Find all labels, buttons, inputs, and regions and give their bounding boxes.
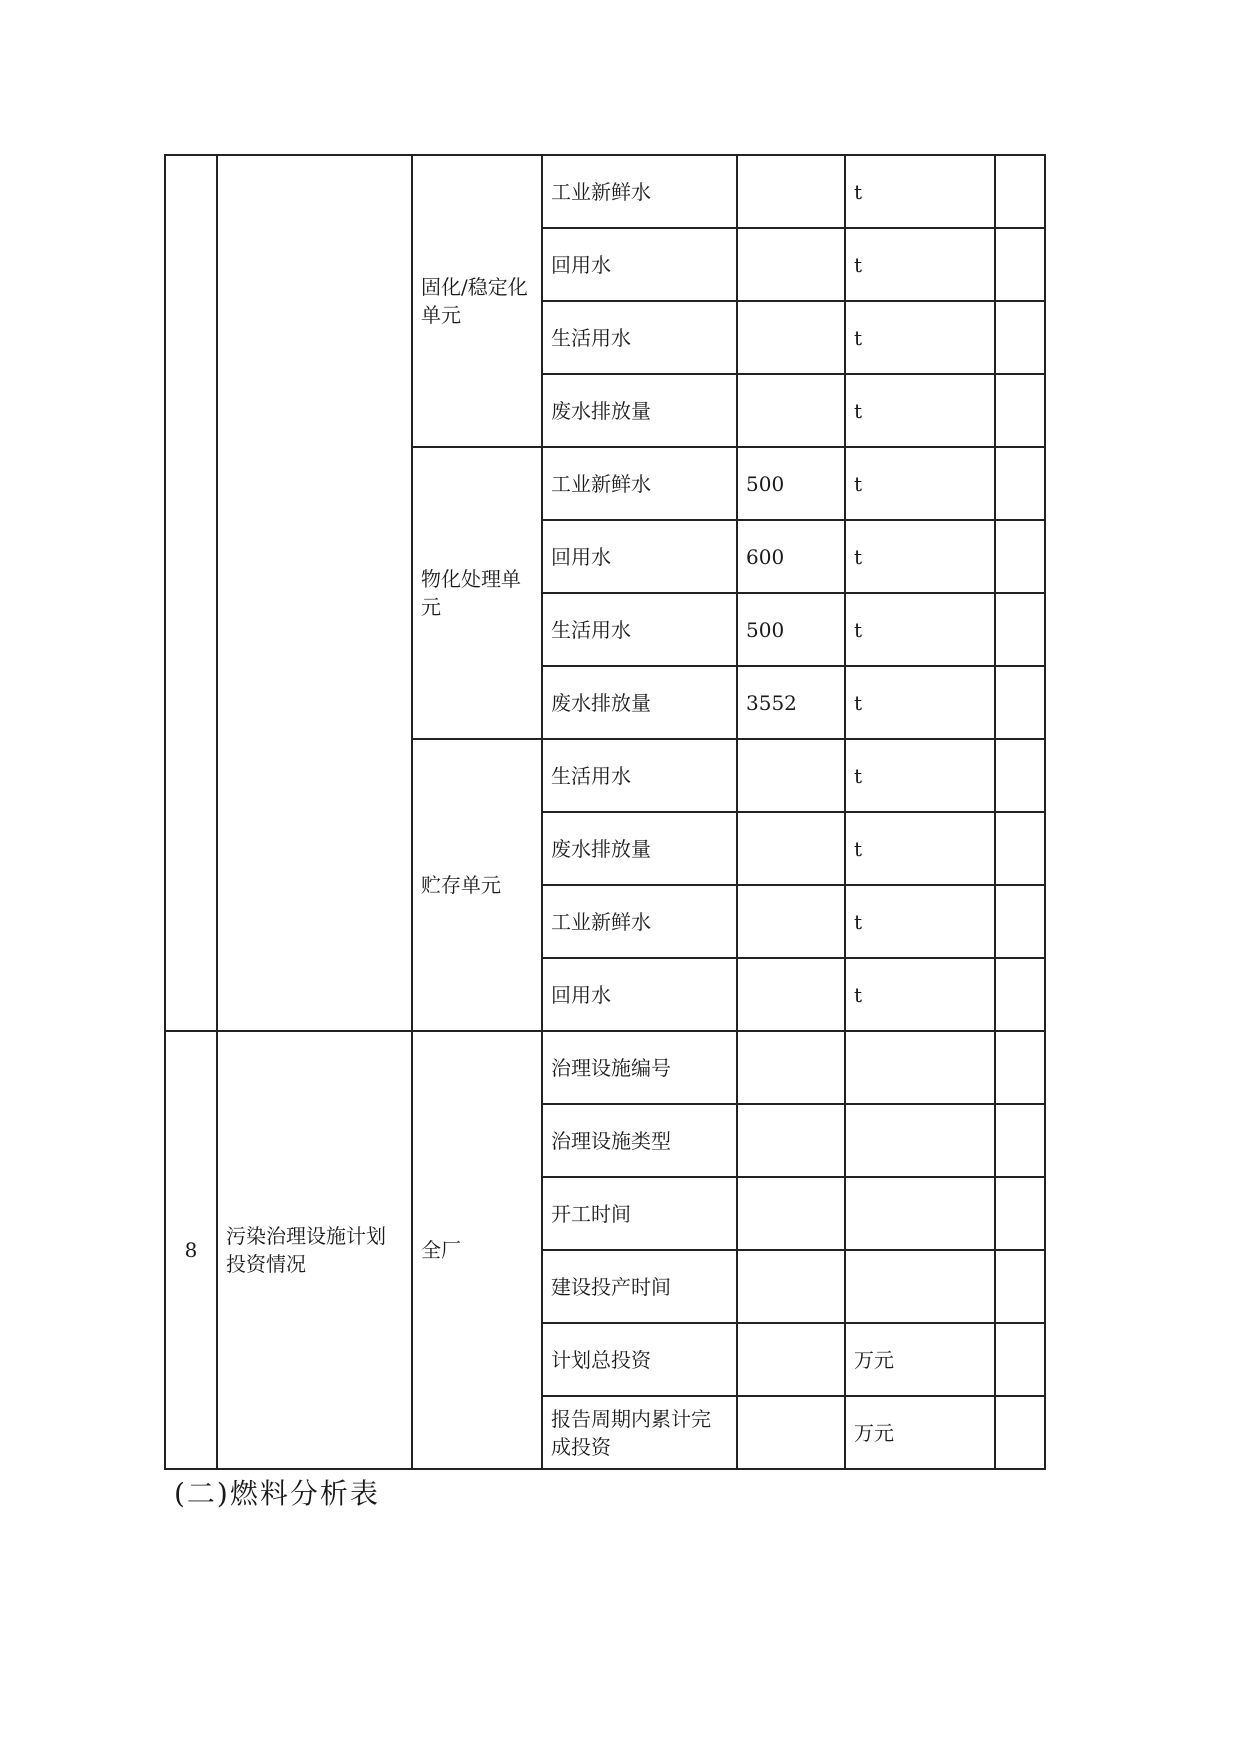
unit-name-cell: 物化处理单元 xyxy=(412,447,542,739)
item-cell: 回用水 xyxy=(542,958,737,1031)
unit-cell: t xyxy=(845,374,995,447)
unit-cell: t xyxy=(845,228,995,301)
extra-cell xyxy=(995,958,1045,1031)
item-cell: 工业新鲜水 xyxy=(542,885,737,958)
value-cell xyxy=(737,1396,845,1469)
item-cell: 回用水 xyxy=(542,228,737,301)
value-cell xyxy=(737,1104,845,1177)
item-cell: 建设投产时间 xyxy=(542,1250,737,1323)
report-table xyxy=(164,154,1046,1470)
unit-cell xyxy=(845,1031,995,1104)
unit-name-cell: 固化/稳定化单元 xyxy=(412,155,542,447)
unit-cell xyxy=(845,1177,995,1250)
item-cell: 生活用水 xyxy=(542,301,737,374)
item-cell: 废水排放量 xyxy=(542,666,737,739)
value-cell xyxy=(737,958,845,1031)
extra-cell xyxy=(995,228,1045,301)
extra-cell xyxy=(995,593,1045,666)
value-cell xyxy=(737,739,845,812)
value-cell: 600 xyxy=(737,520,845,593)
number-cell xyxy=(165,155,217,1031)
item-cell: 生活用水 xyxy=(542,739,737,812)
extra-cell xyxy=(995,1177,1045,1250)
extra-cell xyxy=(995,1250,1045,1323)
unit-cell: t xyxy=(845,958,995,1031)
unit-name-cell: 贮存单元 xyxy=(412,739,542,1031)
unit-cell xyxy=(845,1104,995,1177)
unit-cell xyxy=(845,1250,995,1323)
extra-cell xyxy=(995,1031,1045,1104)
item-cell: 治理设施编号 xyxy=(542,1031,737,1104)
item-cell: 废水排放量 xyxy=(542,812,737,885)
value-cell xyxy=(737,374,845,447)
extra-cell xyxy=(995,1104,1045,1177)
extra-cell xyxy=(995,1396,1045,1469)
item-cell: 回用水 xyxy=(542,520,737,593)
item-cell: 治理设施类型 xyxy=(542,1104,737,1177)
item-cell: 工业新鲜水 xyxy=(542,447,737,520)
item-cell: 废水排放量 xyxy=(542,374,737,447)
category-cell: 污染治理设施计划投资情况 xyxy=(217,1031,412,1469)
extra-cell xyxy=(995,812,1045,885)
value-cell xyxy=(737,1177,845,1250)
extra-cell xyxy=(995,447,1045,520)
extra-cell xyxy=(995,374,1045,447)
value-cell: 500 xyxy=(737,447,845,520)
extra-cell xyxy=(995,666,1045,739)
unit-cell: t xyxy=(845,155,995,228)
table-row xyxy=(165,155,1045,228)
item-cell: 计划总投资 xyxy=(542,1323,737,1396)
unit-name-cell: 全厂 xyxy=(412,1031,542,1469)
value-cell: 3552 xyxy=(737,666,845,739)
extra-cell xyxy=(995,739,1045,812)
unit-cell: t xyxy=(845,885,995,958)
item-cell: 报告周期内累计完成投资 xyxy=(542,1396,737,1469)
extra-cell xyxy=(995,301,1045,374)
value-cell xyxy=(737,1323,845,1396)
unit-cell: t xyxy=(845,666,995,739)
unit-cell: t xyxy=(845,812,995,885)
value-cell xyxy=(737,155,845,228)
item-cell: 工业新鲜水 xyxy=(542,155,737,228)
unit-cell: t xyxy=(845,593,995,666)
extra-cell xyxy=(995,885,1045,958)
extra-cell xyxy=(995,155,1045,228)
unit-cell: t xyxy=(845,739,995,812)
item-cell: 生活用水 xyxy=(542,593,737,666)
category-cell xyxy=(217,155,412,1031)
table-row xyxy=(165,1031,1045,1104)
unit-cell: 万元 xyxy=(845,1323,995,1396)
value-cell xyxy=(737,885,845,958)
unit-cell: t xyxy=(845,301,995,374)
value-cell xyxy=(737,812,845,885)
extra-cell xyxy=(995,520,1045,593)
unit-cell: t xyxy=(845,520,995,593)
value-cell xyxy=(737,228,845,301)
unit-cell: t xyxy=(845,447,995,520)
number-cell: 8 xyxy=(165,1031,217,1469)
extra-cell xyxy=(995,1323,1045,1396)
value-cell: 500 xyxy=(737,593,845,666)
item-cell: 开工时间 xyxy=(542,1177,737,1250)
value-cell xyxy=(737,1031,845,1104)
value-cell xyxy=(737,301,845,374)
section-title: (二)燃料分析表 xyxy=(174,1477,380,1510)
unit-cell: 万元 xyxy=(845,1396,995,1469)
value-cell xyxy=(737,1250,845,1323)
